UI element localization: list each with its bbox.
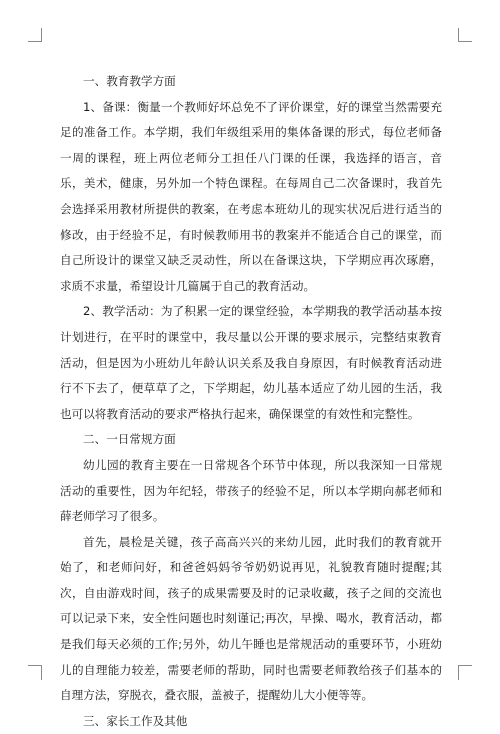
paragraph-teaching-activities: 2、教学活动：为了积累一定的课堂经验，本学期我的教学活动基本按计划进行，在平时的课堂中，我尽量以公开课的要求展示，完整结束教育活动，但是因为小班幼儿年龄认识关系及我自身原因，有时候教育活动进行不下去了，便草草了之，下学期起，幼儿基本适应了幼儿园的生活，我也可以将教育活动的要求严格执行起来，确保课堂的有效性和完整性。 [60, 304, 442, 421]
crop-mark-bottom-right-h [458, 665, 472, 666]
crop-mark-top-right-h [458, 41, 472, 42]
crop-mark-bottom-left-h [28, 665, 42, 666]
section-heading-parents: 三、家长工作及其他 [83, 713, 188, 728]
section-heading-education: 一、教育教学方面 [83, 74, 176, 88]
paragraph-daily-routine-intro: 幼儿园的教育主要在一日常规各个环节中体现，所以我深知一日常规活动的重要性，因为年纪轻，带孩子的经验不足，所以本学期向郝老师和薛老师学习了很多。 [60, 457, 442, 524]
section-heading-daily-routine: 二、一日常规方面 [83, 432, 176, 447]
crop-mark-top-left-v [41, 28, 42, 42]
crop-mark-bottom-right-v [458, 666, 459, 680]
paragraph-lesson-prep: 1、备课：衡量一个教师好坏总免不了评价课堂，好的课堂当然需要充足的准备工作。本学期，我们年级组采用的集体备课的形式，每位老师备一周的课程，班上两位老师分工担任八门课的任课，我选择的语言，音乐，美术，健康，另外加一个特色课程。在每周自己二次备课时，我首先会选择采用教材所提供的教案，在考虑本班幼儿的现实状况后进行适当的修改，由于经验不足，有时候教师用书的教案并不能适合自己的课堂，而自己所设计的课堂又缺乏灵动性，所以在备课这块，下学期应再次琢磨，求质不求量，希望设计几篇属于自己的教育活动。 [60, 99, 442, 293]
crop-mark-top-left-h [28, 41, 42, 42]
paragraph-daily-routine-details: 首先，晨检是关键，孩子高高兴兴的来幼儿园，此时我们的教育就开始了，和老师问好，和爸爸妈妈爷爷奶奶说再见，礼貌教育随时提醒;其次，自由游戏时间，孩子的成果需要及时的记录收藏，孩子之间的交流也可以记录下来，安全性问题也时刻谨记;再次，早操、喝水，教育活动，都是我们每天必须的工作;另外，幼儿午睡也是常规活动的重要环节，小班幼儿的自理能力较差，需要老师的帮助，同时也需要老师教给孩子们基本的自理方法，穿脱衣，叠衣服，盖被子，提醒幼儿大小便等等。 [60, 534, 442, 703]
crop-mark-top-right-v [458, 28, 459, 42]
document-body [60, 69, 442, 734]
crop-mark-bottom-left-v [41, 666, 42, 680]
